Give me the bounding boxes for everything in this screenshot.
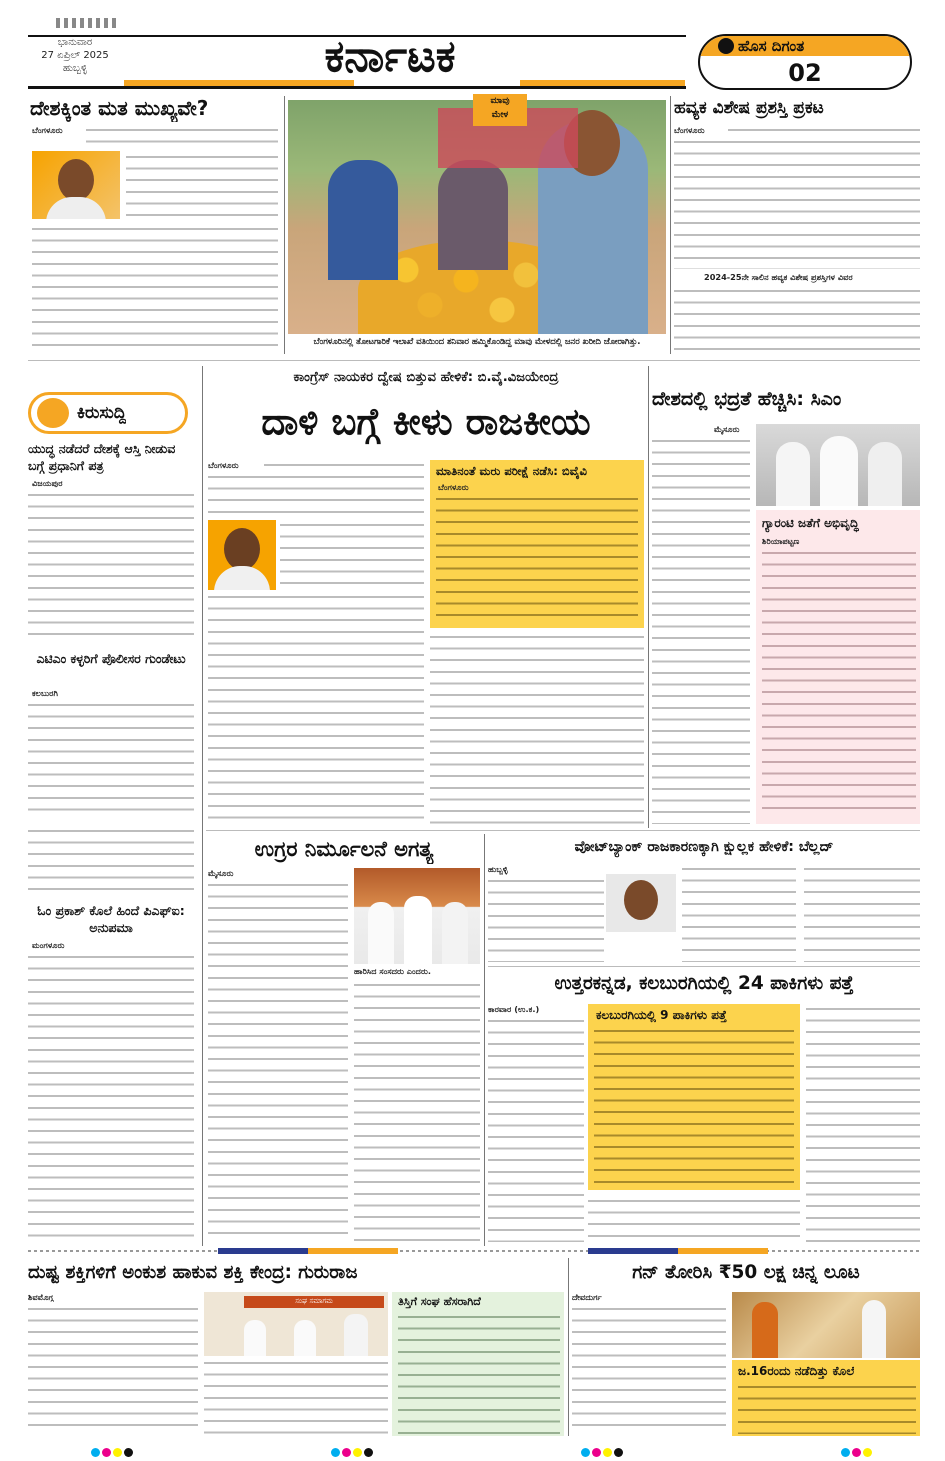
gururaja-dateline-wrap [28,1292,88,1304]
lead-kicker: ಕಾಂಗ್ರೆಸ್ ನಾಯಕರ ದ್ವೇಷ ಬಿತ್ತುವ ಹೇಳಿಕೆ: ಬಿ.ವೈ.ವಿಜಯೇಂದ್ರ [293,370,559,385]
cm-body-1 [652,436,750,824]
story-havyaka [674,94,920,356]
brief1-body [28,490,194,640]
pak-story [488,970,920,1246]
print-dots-top-left [56,18,116,28]
vijayendra-face [58,159,94,201]
gold-dateline: ದೇವದುರ್ಗ [572,1292,602,1302]
mango-mela [288,94,666,356]
lead-box [430,460,644,628]
guarantee-body [762,548,916,818]
lead-body-1 [264,460,424,472]
rule-top-1 [284,96,285,354]
brief2-dateline-wrap [32,688,92,700]
gold-story [572,1258,920,1436]
divider-blue [218,1248,308,1254]
tisti-box [392,1292,564,1436]
terror-caption: ಹಾರಿಸಿದ ಸಂಸದರು ಎಂದರು. [354,966,431,976]
terror-figure-2 [404,896,432,964]
cmyk-dots-3 [580,1442,624,1461]
divider-blue-2 [588,1248,678,1254]
mango-tag [473,94,527,126]
story-havyaka-body-1 [728,125,920,137]
lead-dateline-wrap [208,460,268,472]
story-desha-body-1 [86,125,278,149]
gururaja-figure-1 [244,1320,266,1356]
lead-box-dateline-wrap [438,482,498,494]
rule-mid-2 [648,366,649,828]
story-havyaka-headline: ಹವ್ಯಕ ವಿಶೇಷ ಪ್ರಶಸ್ತಿ ಪ್ರಕಟ [674,98,824,118]
votebank-dateline-wrap [488,864,548,876]
brief3-body [28,952,194,1242]
story-havyaka-body-3 [674,286,920,352]
gururaja-body-1 [28,1304,198,1434]
cm-figure-1 [776,442,810,506]
masthead-day: ಭಾನುವಾರ [57,37,93,48]
brief3-headline: ಓಂ ಪ್ರಕಾಶ್ ಕೊಲೆ ಹಿಂದೆ ಪಿಎಫ್ಐ: ಅನುಪಮಾ [37,903,185,935]
cmyk-dots-4 [840,1442,873,1461]
gold-body-1 [572,1304,726,1434]
lead-body-4 [208,592,424,824]
lead-box-body [436,494,638,624]
pak-box-headline: ಕಲಬುರಗಿಯಲ್ಲಿ 9 ಪಾಕಿಗಳು ಪತ್ತೆ [596,1008,727,1022]
rule-bottom-1 [568,1258,569,1436]
story-havyaka-body-2 [674,137,920,269]
story-havyaka-dateline-wrap [674,125,734,137]
mango-tag-line2: ಮೇಳ [491,110,509,120]
guarantee-headline: ಗ್ಯಾರಂಟಿ ಜತೆಗೆ ಅಭಿವೃದ್ಧಿ [762,516,859,530]
gururaja-headline: ದುಷ್ಟ ಶಕ್ತಿಗಳಿಗೆ ಅಂಕುಶ ಹಾಕುವ ಶಕ್ತಿ ಕೇಂದ್ರ: ಗುರುರಾಜ [28,1262,358,1283]
rule-mid-3 [484,834,485,1246]
terror-photo [354,868,480,964]
kirusuddi-label: ಕಿರುಸುದ್ದಿ [77,403,127,423]
divider-dots [28,1250,920,1252]
pak-body-3 [806,1004,920,1242]
rule-row-1 [28,360,920,361]
page-number: 02 [788,59,822,87]
man-figure [328,160,398,280]
pak-body-2 [588,1196,800,1242]
rule-mid-1 [202,366,203,1246]
tisti-body [398,1312,560,1434]
pak-body-1 [488,1016,584,1242]
mango-tag-line1: ಮಾವು [490,96,510,106]
mango-photo [288,100,666,334]
lead-headline: ದಾಳಿ ಬಗ್ಗೆ ಕೀಳು ರಾಜಕೀಯ [261,400,591,443]
gururaja-photo [204,1292,388,1356]
rule-row-3 [488,966,920,967]
masthead-date-block [30,36,120,75]
vijayendra-shirt [46,197,106,219]
votebank-face [624,880,658,920]
paper-name: ಹೊಸ ದಿಗಂತ [738,37,805,55]
vijayendra-photo [32,151,120,219]
color-divider [28,1248,920,1254]
gold-headline: ಗನ್ ತೋರಿಸಿ ₹50 ಲಕ್ಷ ಚಿನ್ನ ಲೂಟ [632,1262,860,1283]
lead-body-2 [208,472,424,518]
votebank-body-1 [488,876,604,962]
lead-dateline: ಬೆಂಗಳೂರು [208,460,239,470]
terror-dateline: ಮೈಸೂರು [208,868,234,878]
lamp-logo-icon [718,38,734,54]
masthead-date: 27 ಏಪ್ರಿಲ್ 2025 [41,50,109,61]
cm-dateline: ಮೈಸೂರು [714,424,740,434]
pak-dateline: ಕಾರವಾರ (ಉ.ಕ.) [488,1004,540,1014]
pak-dateline-wrap [488,1004,588,1016]
cmyk-dots-2 [330,1442,374,1461]
story-desha-body-3 [32,224,278,352]
lead-box-dateline: ಬೆಂಗಳೂರು [438,482,469,492]
lead-body-5 [430,632,644,824]
masthead [0,0,945,92]
terror-body-1 [208,880,348,1242]
terror-figure-1 [368,902,394,964]
rule-top-2 [670,96,671,354]
kirusuddi-banner [28,392,188,434]
terror-headline: ಉಗ್ರರ ನಿರ್ಮೂಲನೆ ಅಗತ್ಯ [254,837,434,861]
terror-dateline-wrap [208,868,268,880]
pak-headline: ಉತ್ತರಕನ್ನಡ, ಕಲಬುರಗಿಯಲ್ಲಿ 24 ಪಾಕಿಗಳು ಪತ್ತೆ [554,973,854,994]
cm-story [652,366,920,828]
murder-body [738,1382,916,1434]
brief2-dateline: ಕಲಬುರಗಿ [32,688,58,698]
masthead-city: ಹುಬ್ಬಳ್ಳಿ [62,63,88,74]
brief3-dateline-wrap [32,940,92,952]
story-havyaka-dateline: ಬೆಂಗಳೂರು [674,125,705,135]
divider-orange-2 [678,1248,768,1254]
gururaja-stage-banner: ಸಂಘ ಸಮಾಗಮ [244,1296,384,1308]
cm-figure-2 [820,436,858,506]
lead-photo [208,520,276,590]
gururaja-figure-3 [344,1314,368,1356]
gold-figure-1 [752,1302,778,1358]
gururaja-dateline: ಶಿವಮೊಗ್ಗ [28,1292,54,1302]
story-desha-body-2 [126,152,278,222]
lead-box-headline: ಮಾತಿನಂತೆ ಮರು ಪರೀಕ್ಷೆ ನಡೆಸಿ: ಬಿವೈವಿ [436,464,588,478]
brief1-dateline: ವಿಜಯಪುರ [32,478,63,488]
brief2-headline: ಎಟಿಎಂ ಕಳ್ಳರಿಗೆ ಪೊಲೀಸರ ಗುಂಡೇಟು [36,651,186,666]
gururaja-figure-2 [294,1320,316,1356]
gururaja-body-2 [204,1358,388,1434]
murder-box [732,1360,920,1436]
tisti-headline: ತಿಸ್ತಿಗೆ ಸಂಘ ಹೆಸರಾಗಿದೆ [398,1295,481,1308]
votebank-body-3 [804,864,920,962]
gold-figure-2 [862,1300,886,1358]
cm-headline: ದೇಶದಲ್ಲಿ ಭದ್ರತೆ ಹೆಚ್ಚಿಸಿ: ಸಿಎಂ [652,388,842,410]
print-dots-bottom [90,1442,890,1454]
brief3-dateline: ಮಂಗಳೂರು [32,940,65,950]
divider-orange [308,1248,398,1254]
story-desha-dateline: ಬೆಂಗಳೂರು [32,125,63,135]
lead-body-3 [280,520,424,590]
votebank-dateline: ಹುಬ್ಬಳ್ಳಿ [488,864,508,874]
lead-photo-face [224,528,260,570]
cm-photo [756,424,920,506]
lady-figure [438,160,508,270]
story-desha-headline: ದೇಶಕ್ಕಿಂತ ಮತ ಮುಖ್ಯವೇ? [30,96,209,120]
section-title: ಕರ್ನಾಟಕ [324,31,456,82]
votebank-body-2 [682,864,796,962]
guarantee-dateline: ಶಿರಿಯಾಪಟ್ಟಣ [762,536,800,546]
masthead-accent-bar-2 [520,80,685,86]
guarantee-dateline-wrap [762,536,862,548]
gururaja-story [28,1258,564,1436]
terror-story [208,834,480,1246]
gold-photo [732,1292,920,1358]
pak-box-body [594,1026,794,1186]
murder-headline: ಜ.16ರಂದು ನಡೆದಿತ್ತು ಕೊಲೆ [738,1364,855,1378]
paper-logo [698,34,912,90]
terror-figure-3 [442,902,468,964]
votebank-photo [606,874,676,932]
story-havyaka-subhead: 2024-25ನೇ ಸಾಲಿನ ಹವ್ಯಕ ವಿಶೇಷ ಪ್ರಶಸ್ತಿಗಳ ವಿವರ [704,272,853,282]
brief1-dateline-wrap [32,478,92,490]
kirusuddi-column [28,386,198,826]
brief2-body [28,700,194,820]
cmyk-dots-1 [90,1442,134,1461]
votebank-story [488,834,920,964]
rule-row-2 [206,830,920,831]
terror-body-2 [354,980,480,1242]
story-desha [30,94,280,356]
guarantee-box [756,510,920,824]
lead-story [208,366,644,828]
kirusuddi-column-2 [28,826,198,1246]
mango-caption: ಬೆಂಗಳೂರಿನಲ್ಲಿ ತೋಟಗಾರಿಕೆ ಇಲಾಖೆ ವತಿಯಿಂದ ಶನಿವಾರ ಹಮ್ಮಿಕೊಂಡಿದ್ದ ಮಾವು ಮೇಳದಲ್ಲಿ ಜನರ ಖರೀದಿ ಜೋರಾಗಿತ್ತು. [313,336,641,346]
hand-pointing-icon [37,398,69,428]
lead-photo-shirt [214,566,270,590]
brief1-headline: ಯುದ್ಧ ನಡೆದರೆ ದೇಶಕ್ಕೆ ಆಸ್ತಿ ನೀಡುವ ಬಗ್ಗೆ ಪ್ರಧಾನಿಗೆ ಪತ್ರ [28,441,176,473]
brief2-body-cont [28,826,194,896]
cm-figure-3 [868,442,902,506]
masthead-rule-bottom [28,86,686,89]
votebank-headline: ವೋಟ್‌ಬ್ಯಾಂಕ್ ರಾಜಕಾರಣಕ್ಕಾಗಿ ಕ್ಷುಲ್ಲಕ ಹೇಳಿಕೆ: ಬೆಲ್ಲದ್ [574,839,834,855]
pak-box [588,1004,800,1190]
